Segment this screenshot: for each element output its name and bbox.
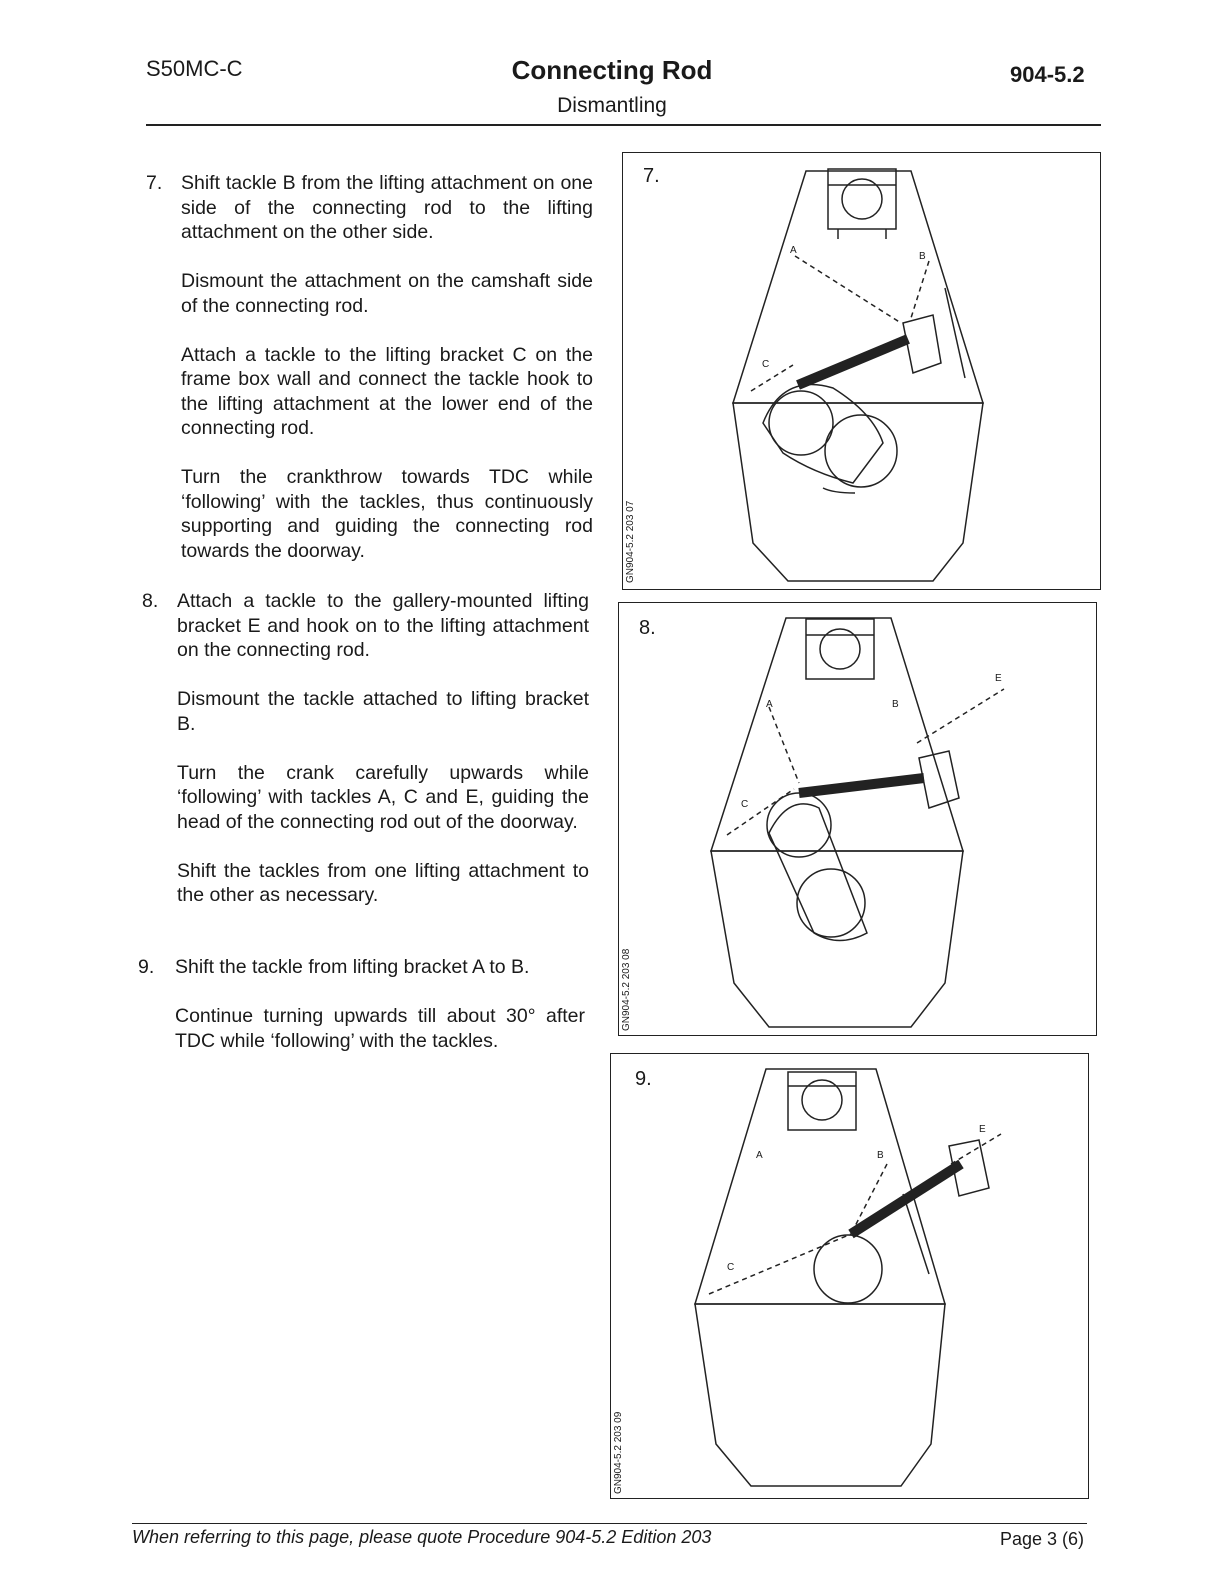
bracket-label-b: B	[877, 1150, 884, 1161]
bracket-label-b: B	[919, 251, 926, 262]
figure-7	[622, 152, 1101, 590]
connecting-rod-diagram-8	[619, 603, 1096, 1035]
connecting-rod-diagram-7	[623, 153, 1100, 589]
step-body	[175, 955, 585, 1053]
figure-9	[610, 1053, 1089, 1499]
bracket-label-a: A	[766, 699, 773, 710]
step-paragraph: Attach a tackle to the lifting bracket C on the frame box wall and connect the tackle hook to the lifting attachment at the lower end of the connecting rod.	[181, 343, 593, 439]
page-title: Connecting Rod	[511, 55, 713, 85]
step-paragraph: Shift the tackles from one lifting attachment to the other as necessary.	[177, 859, 589, 906]
step-paragraph: Turn the crankthrow towards TDC while ‘following’ with the tackles, thus continuously supporting and guiding the connecting rod towards the doorway.	[181, 466, 593, 562]
bracket-label-e: E	[979, 1124, 986, 1135]
figure-8	[618, 602, 1097, 1036]
figure-code: GN904-5.2 203 08	[621, 948, 632, 1031]
procedure-number: 904-5.2	[1010, 62, 1085, 87]
engine-type: S50MC-C	[146, 56, 243, 81]
step-paragraph: Turn the crank carefully upwards while ‘following’ with tackles A, C and E, guiding the head of the connecting rod out of the doorway.	[177, 761, 589, 833]
step-paragraph: Continue turning upwards till about 30° after TDC while ‘following’ with the tackles.	[175, 1005, 585, 1052]
figure-number: 7.	[643, 165, 660, 187]
figure-code: GN904-5.2 203 09	[613, 1411, 624, 1494]
bracket-label-b: B	[892, 699, 899, 710]
bracket-label-a: A	[756, 1150, 763, 1161]
footer-note: When referring to this page, please quote Procedure 904-5.2 Edition 203	[132, 1527, 712, 1547]
step-paragraph: Attach a tackle to the gallery-mounted lifting bracket E and hook on to the lifting attachment on the connecting rod.	[177, 590, 589, 661]
bracket-label-e: E	[995, 673, 1002, 684]
bracket-label-c: C	[727, 1262, 735, 1273]
step-number: 8.	[142, 590, 159, 612]
step-paragraph: Shift tackle B from the lifting attachment on one side of the connecting rod to the lifting attachment on the other side.	[181, 172, 593, 243]
figure-number: 9.	[635, 1068, 652, 1090]
footer-divider	[132, 1523, 1087, 1524]
step-paragraph: Dismount the tackle attached to lifting bracket B.	[177, 688, 589, 735]
step-paragraph: Dismount the attachment on the camshaft side of the connecting rod.	[181, 270, 593, 317]
header-divider	[146, 124, 1101, 126]
figure-number: 8.	[639, 617, 656, 639]
step-number: 7.	[146, 172, 163, 194]
bracket-label-c: C	[762, 359, 770, 370]
bracket-label-a: A	[790, 245, 797, 256]
page-subtitle: Dismantling	[557, 94, 667, 117]
bracket-label-c: C	[741, 799, 749, 810]
figure-code: GN904-5.2 203 07	[625, 500, 636, 583]
page-number: Page 3 (6)	[1000, 1529, 1085, 1549]
step-body	[177, 589, 589, 908]
step-paragraph: Shift the tackle from lifting bracket A to B.	[175, 956, 530, 978]
step-body	[181, 171, 593, 563]
connecting-rod-diagram-9	[611, 1054, 1088, 1498]
step-number: 9.	[138, 956, 155, 978]
